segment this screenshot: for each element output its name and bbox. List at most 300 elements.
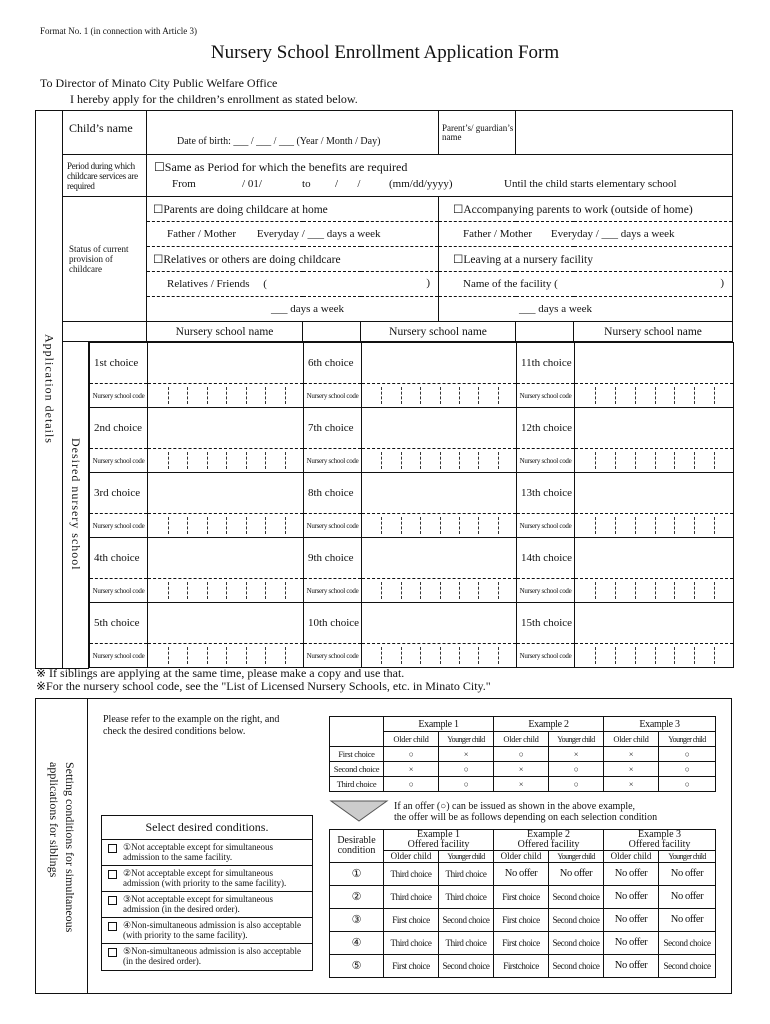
code-digit-divider (674, 452, 675, 469)
nursery-name-input[interactable] (362, 408, 517, 449)
relatives-friends-text: Relatives / Friends ( (167, 278, 267, 290)
code-digit-divider (207, 452, 208, 469)
code-row (90, 449, 734, 473)
choice-label: 4th choice (90, 538, 148, 579)
status-accompany-days-field[interactable] (439, 222, 733, 247)
example-mark: × (604, 762, 659, 777)
code-digit-divider (246, 517, 247, 534)
code-digit-divider (440, 582, 441, 599)
nursery-code-label: Nursery school code (304, 384, 362, 408)
example-mark: ○ (549, 762, 604, 777)
code-digit-divider (694, 582, 695, 599)
code-digit-divider (635, 582, 636, 599)
condition-result-row (330, 909, 716, 932)
offered-facility-value: First choice (494, 909, 549, 932)
offered-facility-value: No offer (604, 886, 659, 909)
period-field[interactable] (147, 155, 733, 197)
choice-label: 2nd choice (90, 408, 148, 449)
younger-child-header: Younger child (439, 732, 494, 747)
condition-text: ④Non-simultaneous admission is also acceptable (with priority to the same facility). (123, 920, 302, 940)
nursery-code-input[interactable] (575, 384, 734, 408)
code-digit-divider (207, 517, 208, 534)
example-mark: × (439, 747, 494, 762)
code-digit-divider (420, 452, 421, 469)
example-row (330, 777, 716, 792)
code-digit-divider (694, 452, 695, 469)
older-child-header: Older child (384, 732, 439, 747)
nursery-code-label: Nursery school code (90, 644, 148, 668)
nursery-code-label: Nursery school code (517, 579, 575, 603)
relatives-days-field[interactable]: ___ days a week (147, 297, 439, 322)
example-mark: × (494, 777, 549, 792)
code-digit-divider (187, 452, 188, 469)
offered-facility-value: No offer (659, 863, 716, 886)
code-digit-divider (246, 582, 247, 599)
nursery-name-input[interactable] (148, 343, 304, 384)
code-row (90, 579, 734, 603)
example-table (329, 716, 716, 792)
condition-result-row (330, 863, 716, 886)
example-mark: ○ (659, 747, 716, 762)
code-digit-divider (595, 517, 596, 534)
desired-conditions-box (101, 815, 313, 971)
condition-option[interactable] (102, 918, 312, 944)
code-digit-divider (226, 582, 227, 599)
example-mark: × (494, 762, 549, 777)
code-digit-divider (498, 452, 499, 469)
code-digit-divider (478, 452, 479, 469)
code-digit-divider (265, 647, 266, 664)
code-digit-divider (381, 387, 382, 404)
code-digit-divider (694, 387, 695, 404)
nursery-code-input[interactable] (362, 644, 517, 668)
choice-label: 1st choice (90, 343, 148, 384)
condition-options (102, 840, 312, 970)
code-digit-divider (246, 452, 247, 469)
everyday-text-1: Everyday / ___ days a week (256, 228, 381, 240)
nursery-name-input[interactable] (362, 603, 517, 644)
code-digit-divider (401, 582, 402, 599)
code-digit-divider (440, 647, 441, 664)
choice-rows (90, 343, 734, 668)
period-month-01: / 01/ (242, 177, 262, 190)
code-digit-divider (401, 647, 402, 664)
offered-facility-value: First choice (494, 886, 549, 909)
nursery-code-input[interactable] (148, 449, 304, 473)
code-digit-divider (168, 582, 169, 599)
offered-facility-value: Second choice (439, 909, 494, 932)
code-digit-divider (459, 517, 460, 534)
nursery-name-input[interactable] (575, 603, 734, 644)
older-child-header: Older child (384, 851, 439, 863)
code-digit-divider (381, 647, 382, 664)
choice-row (90, 408, 734, 449)
nursery-code-input[interactable] (575, 644, 734, 668)
code-digit-divider (440, 517, 441, 534)
condition-checkbox[interactable] (108, 948, 117, 957)
code-digit-divider (420, 387, 421, 404)
nursery-code-label: Nursery school code (304, 449, 362, 473)
offered-facility-value: Firstchoice (494, 955, 549, 978)
code-digit-divider (381, 452, 382, 469)
example-3-header: Example 3 (604, 717, 716, 732)
code-digit-divider (459, 452, 460, 469)
father-mother-text-2: Father / Mother (463, 228, 533, 240)
ds-example-2-title: Example 2 (527, 829, 571, 840)
desired-nursery-label: Desired nursery school (63, 342, 89, 669)
example-1-header: Example 1 (384, 717, 494, 732)
period-from: From (172, 177, 196, 190)
ds-rows (330, 863, 716, 978)
code-digit-divider (285, 647, 286, 664)
code-digit-divider (714, 582, 715, 599)
choice-row (90, 603, 734, 644)
condition-option[interactable] (102, 866, 312, 892)
condition-checkbox[interactable] (108, 844, 117, 853)
condition-number: ⑤ (330, 955, 384, 978)
example-mark: ○ (659, 777, 716, 792)
code-digit-divider (635, 647, 636, 664)
addressee-line: To Director of Minato City Public Welfare Office (40, 76, 278, 90)
example-mark: × (604, 777, 659, 792)
condition-result-row (330, 955, 716, 978)
code-digit-divider (168, 647, 169, 664)
facility-name-field[interactable] (439, 272, 733, 297)
nursery-school-header-1: Nursery school name (147, 322, 303, 342)
arrow-text-2: the offer will be as follows depending on each selection condition (394, 812, 658, 823)
code-digit-divider (655, 582, 656, 599)
condition-number: ④ (330, 932, 384, 955)
offered-facility-value: Second choice (549, 932, 604, 955)
status-home-checkbox[interactable]: ☐Parents are doing childcare at home (147, 197, 439, 222)
offered-facility-value: Third choice (384, 886, 439, 909)
code-digit-divider (714, 647, 715, 664)
example-mark: × (604, 747, 659, 762)
code-row (90, 384, 734, 408)
sibling-intro: Please refer to the example on the right, and check the desired conditions below. (103, 714, 280, 737)
code-digit-divider (226, 647, 227, 664)
desirable-condition-table (329, 829, 716, 978)
code-digit-divider (187, 387, 188, 404)
relatives-name-field[interactable] (147, 272, 439, 297)
nursery-name-input[interactable] (575, 538, 734, 579)
code-digit-divider (655, 517, 656, 534)
offered-facility-value: First choice (494, 932, 549, 955)
example-row-label: Third choice (330, 777, 384, 792)
offered-facility-value: No offer (659, 909, 716, 932)
younger-child-header: Younger child (549, 732, 604, 747)
choice-label: 12th choice (517, 408, 575, 449)
code-digit-divider (440, 387, 441, 404)
choice-label: 5th choice (90, 603, 148, 644)
nursery-code-input[interactable] (148, 579, 304, 603)
code-digit-divider (615, 517, 616, 534)
nursery-code-input[interactable] (148, 514, 304, 538)
example-row-label: Second choice (330, 762, 384, 777)
nursery-code-input[interactable] (362, 514, 517, 538)
nursery-code-label: Nursery school code (90, 514, 148, 538)
choice-label: 11th choice (517, 343, 575, 384)
nursery-code-label: Nursery school code (90, 384, 148, 408)
offered-facility-value: Third choice (439, 863, 494, 886)
code-digit-divider (674, 517, 675, 534)
nursery-code-label: Nursery school code (304, 579, 362, 603)
example-row (330, 747, 716, 762)
choice-label: 15th choice (517, 603, 575, 644)
header-blank (63, 322, 147, 342)
code-digit-divider (714, 517, 715, 534)
arrow-explanation (394, 801, 657, 823)
condition-text: ⑤Non-simultaneous admission is also acceptable (in the desired order). (123, 946, 302, 966)
ds-offered-3: Offered facility (628, 839, 691, 850)
offered-facility-value: Second choice (549, 909, 604, 932)
older-child-header: Older child (494, 732, 549, 747)
everyday-text-2: Everyday / ___ days a week (550, 228, 675, 240)
offered-facility-value: No offer (604, 909, 659, 932)
code-digit-divider (168, 517, 169, 534)
code-digit-divider (381, 517, 382, 534)
status-relatives-checkbox[interactable]: ☐Relatives or others are doing childcare (147, 247, 439, 272)
offered-facility-value: Second choice (439, 955, 494, 978)
code-digit-divider (635, 517, 636, 534)
offered-facility-value: No offer (549, 863, 604, 886)
nursery-code-input[interactable] (148, 384, 304, 408)
offered-facility-value: First choice (384, 909, 439, 932)
nursery-code-input[interactable] (575, 514, 734, 538)
period-to: to (302, 177, 311, 190)
code-digit-divider (246, 387, 247, 404)
code-digit-divider (246, 647, 247, 664)
status-label: Status of current provision of childcare (63, 197, 147, 322)
example-corner (330, 717, 384, 747)
nursery-name-input[interactable] (362, 343, 517, 384)
nursery-code-label: Nursery school code (517, 514, 575, 538)
nursery-name-input[interactable] (362, 538, 517, 579)
nursery-school-header-2: Nursery school name (361, 322, 516, 342)
offered-facility-value: No offer (604, 955, 659, 978)
code-digit-divider (440, 452, 441, 469)
code-digit-divider (381, 582, 382, 599)
code-digit-divider (694, 647, 695, 664)
code-digit-divider (655, 647, 656, 664)
offered-facility-value: Second choice (659, 932, 716, 955)
example-row (330, 762, 716, 777)
choice-label: 10th choice (304, 603, 362, 644)
nursery-code-label: Nursery school code (517, 449, 575, 473)
nursery-code-input[interactable] (362, 384, 517, 408)
code-digit-divider (420, 582, 421, 599)
sibling-side-line-2: applications for siblings (47, 761, 61, 878)
facility-name-text: Name of the facility ( (463, 278, 558, 290)
application-details-label: Application details (36, 111, 63, 669)
nursery-code-label: Nursery school code (90, 449, 148, 473)
example-rows (330, 747, 716, 792)
section-divider (87, 699, 88, 993)
nursery-code-input[interactable] (362, 579, 517, 603)
nursery-name-input[interactable] (575, 473, 734, 514)
code-digit-divider (207, 647, 208, 664)
example-2-header: Example 2 (494, 717, 604, 732)
ds-offered-2: Offered facility (517, 839, 580, 850)
status-accompany-checkbox[interactable]: ☐Accompanying parents to work (outside of home) (439, 197, 733, 222)
code-digit-divider (478, 582, 479, 599)
condition-text: ③Not acceptable except for simultaneous admission (in the desired order). (123, 894, 274, 914)
code-digit-divider (595, 387, 596, 404)
older-child-header: Older child (604, 732, 659, 747)
offered-facility-value: Third choice (384, 863, 439, 886)
code-digit-divider (285, 582, 286, 599)
example-mark: ○ (549, 777, 604, 792)
header-blank-3 (516, 322, 574, 342)
nursery-code-input[interactable] (362, 449, 517, 473)
code-digit-divider (674, 387, 675, 404)
code-digit-divider (674, 647, 675, 664)
code-digit-divider (401, 517, 402, 534)
code-digit-divider (187, 647, 188, 664)
code-digit-divider (226, 452, 227, 469)
younger-child-header: Younger child (659, 732, 716, 747)
apply-statement: I hereby apply for the children’s enrollment as stated below. (70, 92, 358, 106)
code-digit-divider (420, 647, 421, 664)
header-blank-2 (303, 322, 361, 342)
example-mark: × (549, 747, 604, 762)
example-mark: ○ (384, 747, 439, 762)
code-digit-divider (714, 452, 715, 469)
code-digit-divider (285, 517, 286, 534)
code-digit-divider (265, 582, 266, 599)
code-digit-divider (635, 387, 636, 404)
code-digit-divider (498, 647, 499, 664)
ds-subheader-row (330, 851, 716, 863)
code-digit-divider (714, 387, 715, 404)
condition-checkbox[interactable] (108, 870, 117, 879)
choice-label: 14th choice (517, 538, 575, 579)
ds-offered-1: Offered facility (407, 839, 470, 850)
nursery-name-input[interactable] (362, 473, 517, 514)
offered-facility-value: No offer (494, 863, 549, 886)
sibling-side-line-1: Setting conditions for simultaneous (63, 761, 77, 933)
nursery-code-input[interactable] (575, 449, 734, 473)
condition-option[interactable] (102, 944, 312, 970)
period-until-school: Until the child starts elementary school (504, 177, 677, 190)
arrow-text-1: If an offer (○) can be issued as shown in the above example, (394, 801, 636, 812)
condition-text: ②Not acceptable except for simultaneous admission (with priority to the same facility). (123, 868, 287, 888)
code-digit-divider (595, 647, 596, 664)
condition-option[interactable] (102, 840, 312, 866)
desirable-condition-header: Desirable condition (330, 830, 384, 863)
nursery-code-input[interactable] (575, 579, 734, 603)
facility-days-field[interactable]: ___ days a week (439, 297, 733, 322)
younger-child-header: Younger child (549, 851, 604, 863)
status-home-days-field[interactable] (147, 222, 439, 247)
child-name-label: Child’s name (63, 111, 147, 155)
code-digit-divider (207, 582, 208, 599)
code-digit-divider (459, 582, 460, 599)
offered-facility-value: Third choice (384, 932, 439, 955)
code-digit-divider (265, 387, 266, 404)
condition-option[interactable] (102, 892, 312, 918)
code-digit-divider (187, 517, 188, 534)
facility-close-paren: ) (720, 277, 725, 289)
choices-inner-table (89, 342, 734, 668)
code-digit-divider (187, 582, 188, 599)
code-digit-divider (285, 452, 286, 469)
nursery-name-input[interactable] (575, 343, 734, 384)
condition-number: ① (330, 863, 384, 886)
offered-facility-value: No offer (604, 863, 659, 886)
code-digit-divider (595, 582, 596, 599)
offered-facility-value: Third choice (439, 932, 494, 955)
period-label: Period during which childcare services are required (63, 155, 147, 197)
sibling-conditions-section (35, 698, 732, 994)
period-same-checkbox[interactable]: ☐Same as Period for which the benefits are required (154, 159, 408, 174)
nursery-name-input[interactable] (575, 408, 734, 449)
guardian-name-field[interactable] (516, 111, 733, 155)
code-digit-divider (615, 582, 616, 599)
code-digit-divider (168, 452, 169, 469)
condition-checkbox[interactable] (108, 896, 117, 905)
nursery-name-input[interactable] (148, 408, 304, 449)
older-child-header: Older child (604, 851, 659, 863)
choice-label: 6th choice (304, 343, 362, 384)
application-details-table (35, 110, 733, 669)
nursery-code-input[interactable] (148, 644, 304, 668)
code-digit-divider (420, 517, 421, 534)
nursery-name-input[interactable] (148, 603, 304, 644)
choice-label: 3rd choice (90, 473, 148, 514)
period-slashes: / / (335, 177, 361, 190)
example-subheader-row (330, 732, 716, 747)
condition-result-row (330, 886, 716, 909)
nursery-name-input[interactable] (148, 473, 304, 514)
format-note: Format No. 1 (in connection with Article 3) (40, 26, 197, 36)
code-digit-divider (615, 452, 616, 469)
period-date-row (154, 176, 732, 193)
code-digit-divider (615, 387, 616, 404)
choice-row (90, 538, 734, 579)
status-leaving-checkbox[interactable]: ☐Leaving at a nursery facility (439, 247, 733, 272)
code-digit-divider (478, 387, 479, 404)
code-row (90, 644, 734, 668)
date-of-birth-field[interactable]: Date of birth: ___ / ___ / ___ (Year / Month / Day) (147, 111, 439, 155)
nursery-school-header-3: Nursery school name (574, 322, 733, 342)
offered-facility-value: Second choice (549, 955, 604, 978)
note-siblings: ※ If siblings are applying at the same time, please make a copy and use that. (36, 666, 405, 680)
offered-facility-value: No offer (604, 932, 659, 955)
code-digit-divider (498, 582, 499, 599)
code-digit-divider (265, 517, 266, 534)
code-digit-divider (401, 452, 402, 469)
nursery-name-input[interactable] (148, 538, 304, 579)
note-school-code: ※For the nursery school code, see the "List of Licensed Nursery Schools, etc. in Minato City." (36, 679, 491, 693)
younger-child-header: Younger child (439, 851, 494, 863)
desired-conditions-header: Select desired conditions. (102, 816, 312, 840)
code-digit-divider (674, 582, 675, 599)
ds-example-1-title: Example 1 (416, 829, 461, 840)
code-digit-divider (478, 647, 479, 664)
offered-facility-value: Second choice (549, 886, 604, 909)
offered-facility-value: Second choice (659, 955, 716, 978)
father-mother-text-1: Father / Mother (167, 228, 237, 240)
code-digit-divider (498, 387, 499, 404)
example-row-label: First choice (330, 747, 384, 762)
condition-checkbox[interactable] (108, 922, 117, 931)
example-mark: ○ (439, 762, 494, 777)
down-arrow-icon (329, 799, 389, 823)
choices-grid (89, 342, 733, 669)
ds-example-3-title: Example 3 (638, 829, 682, 840)
code-digit-divider (478, 517, 479, 534)
